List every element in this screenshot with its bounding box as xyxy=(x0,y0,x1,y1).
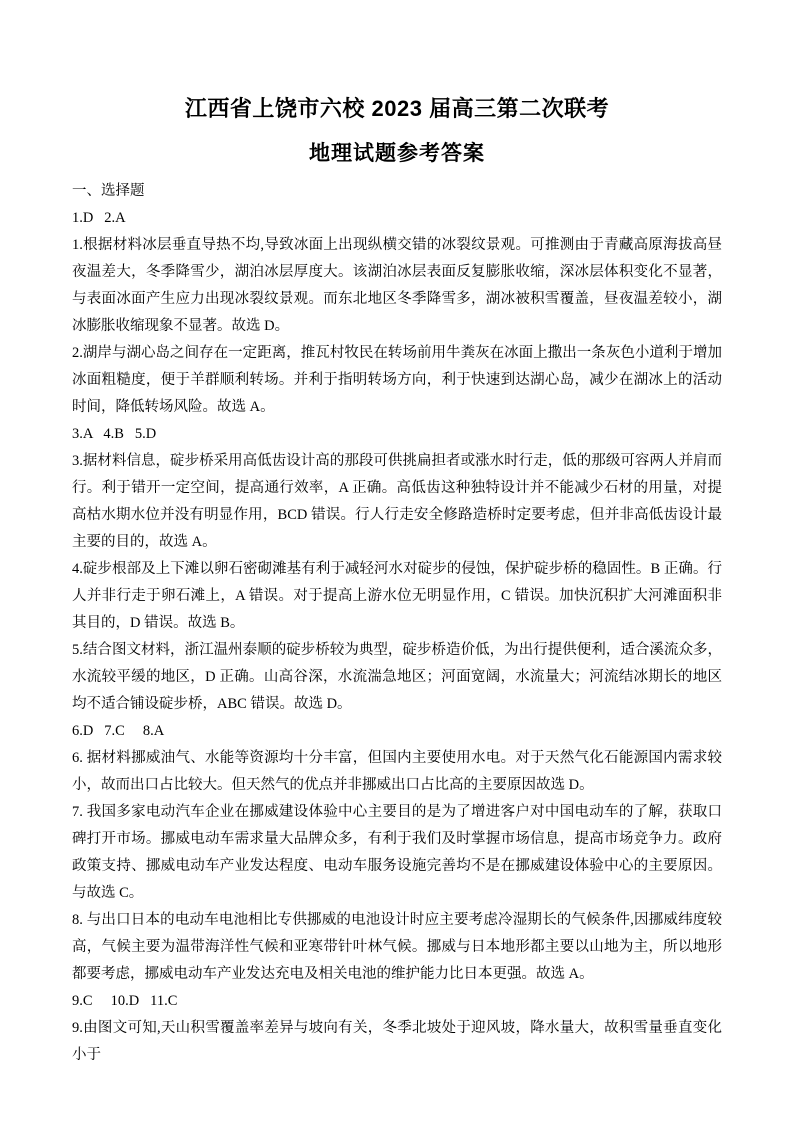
explanation-q9: 9.由图文可知,天山积雪覆盖率差异与坡向有关，冬季北坡处于迎风坡，降水量大，故积雪量垂直变化小于 xyxy=(72,1020,722,1064)
doc-title: 江西省上饶市六校 2023 届高三第二次联考 xyxy=(184,96,610,121)
explanation-q4: 4.碇步根部及上下滩以卵石密砌滩基有利于减轻河水对碇步的侵蚀，保护碇步桥的稳固性。B 正确。行人并非行走于卵石滩上，A 错误。对于提高上游水位无明显作用，C 错误。加快沉积扩大河滩面积非其目的，D 错误。故选 B。 xyxy=(72,561,722,632)
doc-subtitle: 地理试题参考答案 xyxy=(309,142,485,166)
answer-key-body xyxy=(72,178,722,1069)
explanation-q6: 6. 据材料挪威油气、水能等资源均十分丰富，但国内主要使用水电。对于天然气化石能源国内需求较小，故而出口占比较大。但天然气的优点并非挪威出口占比高的主要原因故选 D。 xyxy=(72,750,722,794)
answer-line-q3-q5: 3.A 4.B 5.D xyxy=(72,426,157,443)
explanation-q8: 8. 与出口日本的电动车电池相比专供挪威的电池设计时应主要考虑冷湿期长的气候条件,因挪威纬度较高，气候主要为温带海洋性气候和亚寒带针叶林气候。挪威与日本地形都主要以山地为主，所以地形都要考虑，挪威电动车产业发达充电及相关电池的维护能力比日本更强。故选 A。 xyxy=(72,912,722,983)
explanation-q2: 2.湖岸与湖心岛之间存在一定距离，推瓦村牧民在转场前用牛粪灰在冰面上撒出一条灰色小道利于增加冰面粗糙度，便于羊群顺利转场。并利于指明转场方向，利于快速到达湖心岛，减少在湖冰上的活动时间，降低转场风险。故选 A。 xyxy=(72,345,722,416)
explanation-q3: 3.据材料信息，碇步桥采用高低齿设计高的那段可供挑扁担者或涨水时行走，低的那级可容两人并肩而行。利于错开一定空间，提高通行效率，A 正确。高低齿这种独特设计并不能减少石材的用量，对提高枯水期水位并没有明显作用，BCD 错误。行人行走安全修路造桥时定要考虑，但并非高低齿设计最主要的目的，故选 A。 xyxy=(72,453,722,551)
explanation-q7: 7. 我国多家电动汽车企业在挪威建设体验中心主要目的是为了增进客户对中国电动车的了解，获取口碑打开市场。挪威电动车需求量大品牌众多，有利于我们及时掌握市场信息，提高市场竞争力。政府政策支持、挪威电动车产业发达程度、电动车服务设施完善均不是在挪威建设体验中心的主要原因。与故选 C。 xyxy=(72,804,722,902)
answer-line-q6-q8: 6.D 7.C 8.A xyxy=(72,723,165,740)
answer-line-q9-q11: 9.C 10.D 11.C xyxy=(72,993,178,1010)
explanation-q5: 5.结合图文材料，浙江温州泰顺的碇步桥较为典型，碇步桥造价低，为出行提供便利，适合溪流众多，水流较平缓的地区，D 正确。山高谷深，水流湍急地区；河面宽阔，水流量大；河流结冰期长的地区均不适合铺设碇步桥，ABC 错误。故选 D。 xyxy=(72,642,722,713)
answer-line-q1-q2: 1.D 2.A xyxy=(72,210,126,227)
section-heading-multiple-choice: 一、选择题 xyxy=(72,183,145,200)
explanation-q1: 1.根据材料冰层垂直导热不均,导致冰面上出现纵横交错的冰裂纹景观。可推测由于青藏高原海拔高昼夜温差大，冬季降雪少，湖泊冰层厚度大。该湖泊冰层表面反复膨胀收缩，深冰层体积变化不显著，与表面冰面产生应力出现冰裂纹景观。而东北地区冬季降雪多，湖冰被积雪覆盖，昼夜温差较小，湖冰膨胀收缩现象不显著。故选 D。 xyxy=(72,237,722,335)
